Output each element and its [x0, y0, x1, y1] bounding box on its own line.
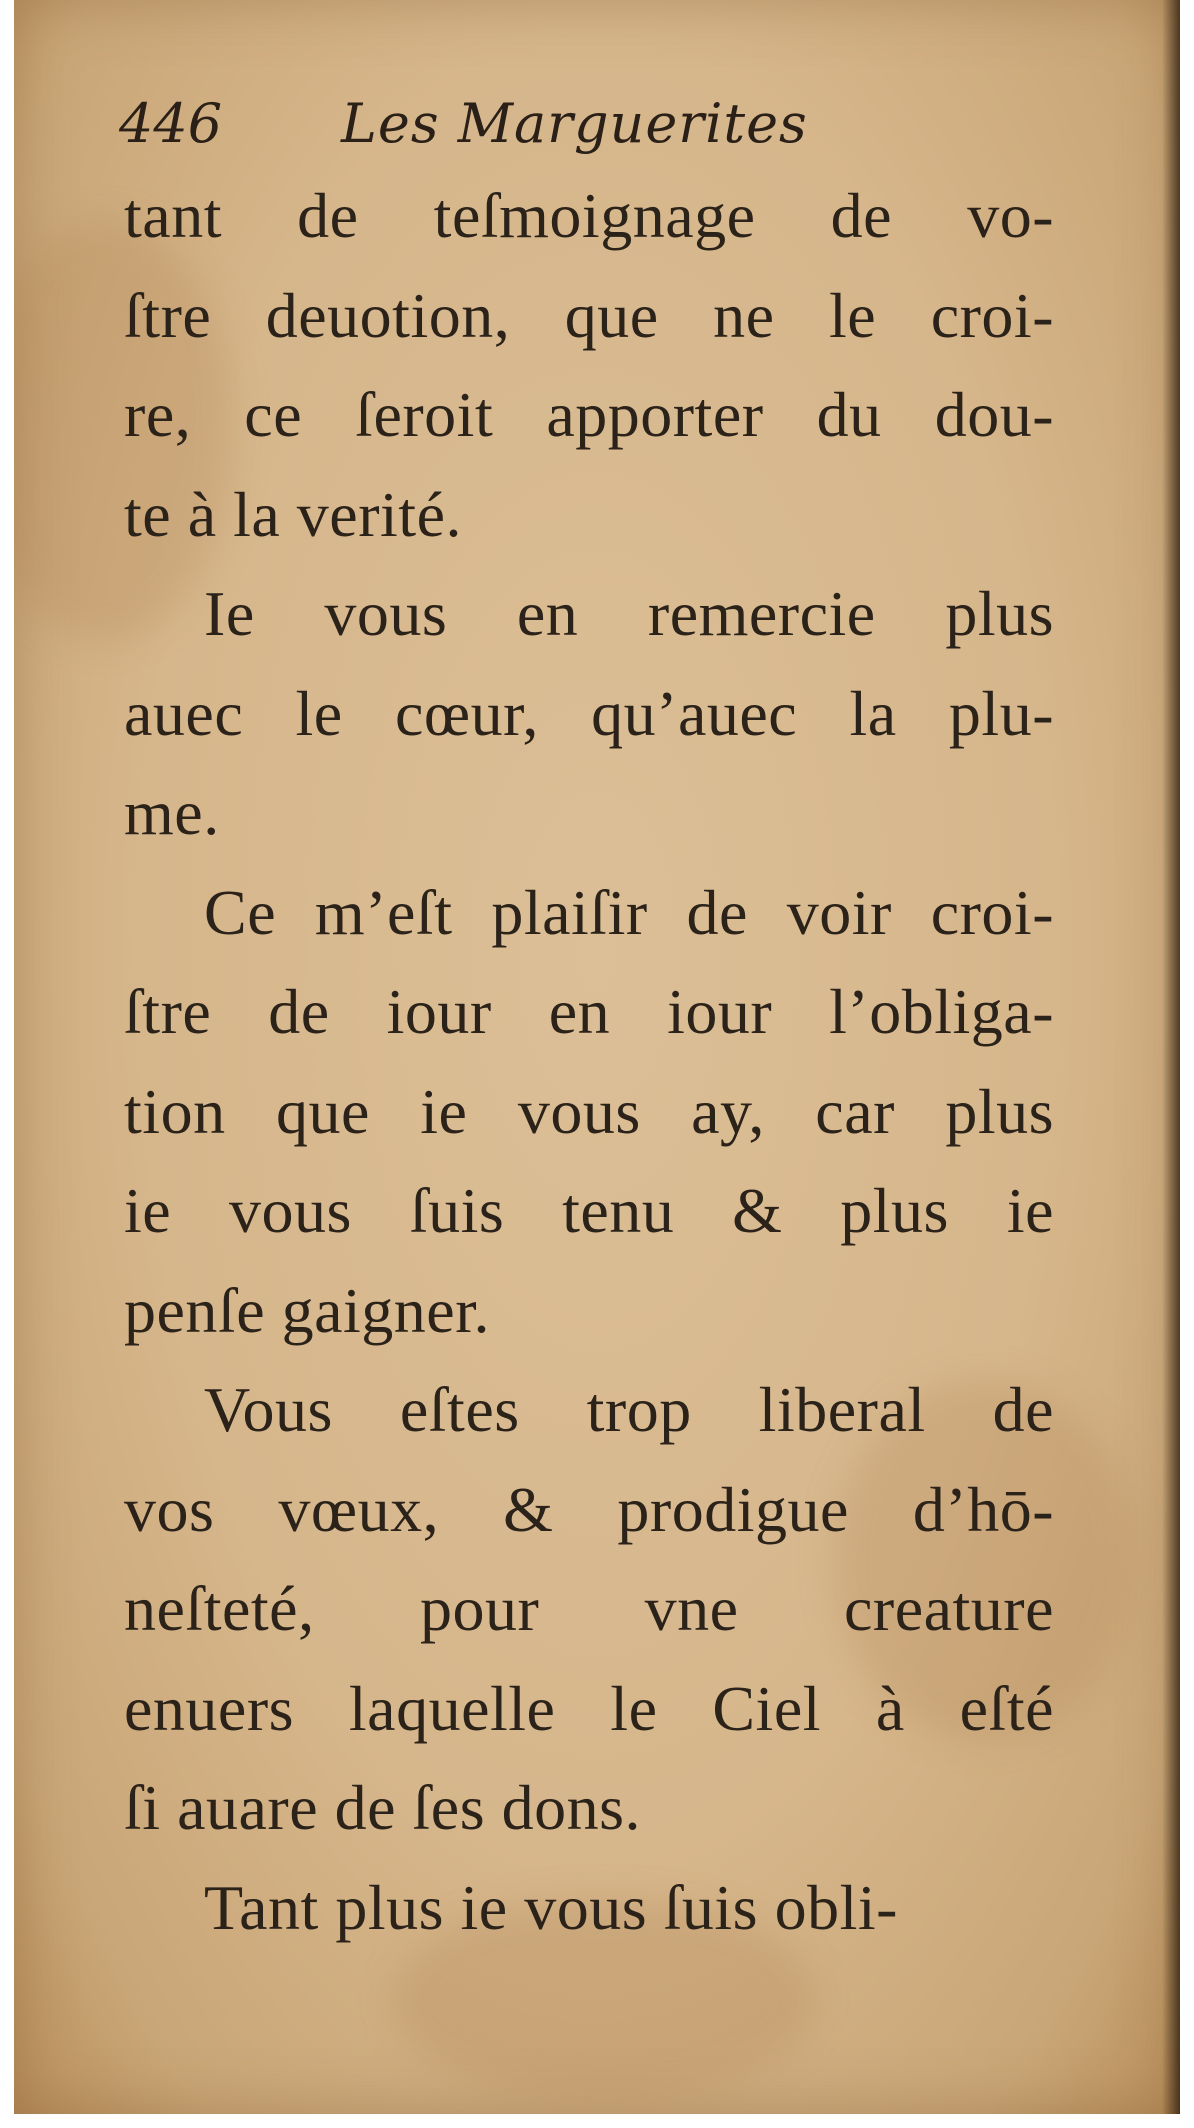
text-line: me. — [124, 777, 220, 848]
text-line: ſi auare de ſes dons. — [124, 1772, 641, 1843]
text-line: Ie vous en remercie plus — [204, 578, 1054, 649]
text-line: ſtre de iour en iour l’obliga- — [124, 976, 1054, 1047]
page-number: 446 — [119, 92, 223, 155]
text-line: neſteté, pour vne creature — [124, 1573, 1054, 1644]
text-line: tion que ie vous ay, car plus — [124, 1075, 1054, 1147]
body-text — [124, 166, 1054, 1957]
text-line: penſe gaigner. — [124, 1274, 490, 1346]
page-header — [119, 92, 1019, 172]
text-line: Tant plus ie vous ſuis obli- — [204, 1871, 898, 1943]
text-line: Vous eſtes trop liberal de — [204, 1374, 1054, 1445]
running-title: Les Marguerites — [341, 92, 808, 155]
page-edge-shadow — [1162, 0, 1180, 2114]
text-line: te à la verité. — [124, 478, 462, 550]
text-line: ſtre deuotion, que ne le croi- — [124, 279, 1054, 351]
text-line: enuers laquelle le Ciel à eſté — [124, 1672, 1054, 1744]
text-line: auec le cœur, qu’auec la plu- — [124, 677, 1054, 749]
text-line: vos vœux, & prodigue d’hō- — [124, 1473, 1054, 1545]
text-line: Ce m’eſt plaiſir de voir croi- — [204, 876, 1054, 948]
text-line: re, ce ſeroit apporter du dou- — [124, 379, 1054, 450]
text-line: tant de teſmoignage de vo- — [124, 180, 1054, 251]
text-line: ie vous ſuis tenu & plus ie — [124, 1175, 1054, 1246]
book-page — [14, 0, 1180, 2114]
